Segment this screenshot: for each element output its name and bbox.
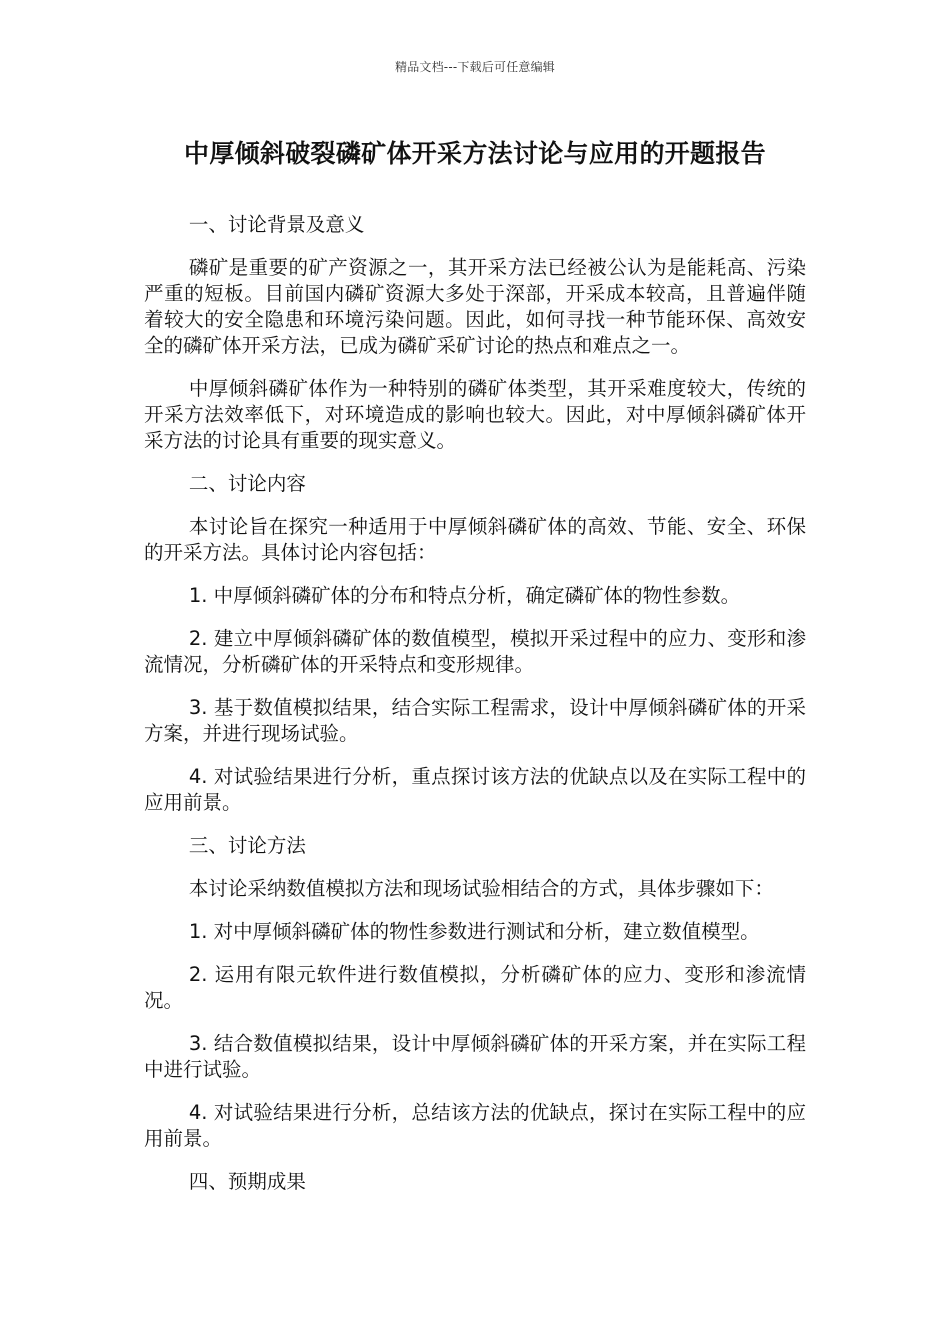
- header-note: 精品文档---下载后可任意编辑: [395, 60, 555, 74]
- list-item-method-3: 3. 结合数值模拟结果，设计中厚倾斜磷矿体的开采方案，并在实际工程中进行试验。: [144, 1032, 806, 1081]
- section-heading-background: 一、讨论背景及意义: [188, 213, 365, 236]
- list-item-method-2: 2. 运用有限元软件进行数值模拟，分析磷矿体的应力、变形和渗流情况。: [144, 963, 806, 1012]
- list-item-method-4: 4. 对试验结果进行分析，总结该方法的优缺点，探讨在实际工程中的应用前景。: [144, 1101, 806, 1150]
- list-item-content-3: 3. 基于数值模拟结果，结合实际工程需求，设计中厚倾斜磷矿体的开采方案，并进行现场试验。: [144, 696, 806, 745]
- paragraph-background-2: 中厚倾斜磷矿体作为一种特别的磷矿体类型，其开采难度较大，传统的开采方法效率低下，对环境造成的影响也较大。因此，对中厚倾斜磷矿体开采方法的讨论具有重要的现实意义。: [144, 377, 806, 452]
- list-item-method-1: 1. 对中厚倾斜磷矿体的物性参数进行测试和分析，建立数值模型。: [188, 920, 760, 943]
- section-heading-content: 二、讨论内容: [188, 472, 306, 495]
- paragraph-background-1: 磷矿是重要的矿产资源之一，其开采方法已经被公认为是能耗高、污染严重的短板。目前国内磷矿资源大多处于深部，开采成本较高，且普遍伴随着较大的安全隐患和环境污染问题。因此，如何寻找一种节能环保、高效安全的磷矿体开采方法，已成为磷矿采矿讨论的热点和难点之一。: [144, 256, 806, 357]
- list-item-content-4: 4. 对试验结果进行分析，重点探讨该方法的优缺点以及在实际工程中的应用前景。: [144, 765, 806, 814]
- list-item-content-2: 2. 建立中厚倾斜磷矿体的数值模型，模拟开采过程中的应力、变形和渗流情况，分析磷矿体的开采特点和变形规律。: [144, 627, 806, 676]
- paragraph-method-intro: 本讨论采纳数值模拟方法和现场试验相结合的方式，具体步骤如下：: [188, 877, 774, 900]
- list-item-content-1: 1. 中厚倾斜磷矿体的分布和特点分析，确定磷矿体的物性参数。: [188, 584, 741, 607]
- document-body: [144, 212, 806, 1212]
- document-title: 中厚倾斜破裂磷矿体开采方法讨论与应用的开题报告: [184, 139, 766, 168]
- paragraph-content-intro: 本讨论旨在探究一种适用于中厚倾斜磷矿体的高效、节能、安全、环保的开采方法。具体讨论内容包括：: [144, 515, 806, 564]
- section-heading-results: 四、预期成果: [188, 1170, 306, 1193]
- section-heading-method: 三、讨论方法: [188, 834, 306, 857]
